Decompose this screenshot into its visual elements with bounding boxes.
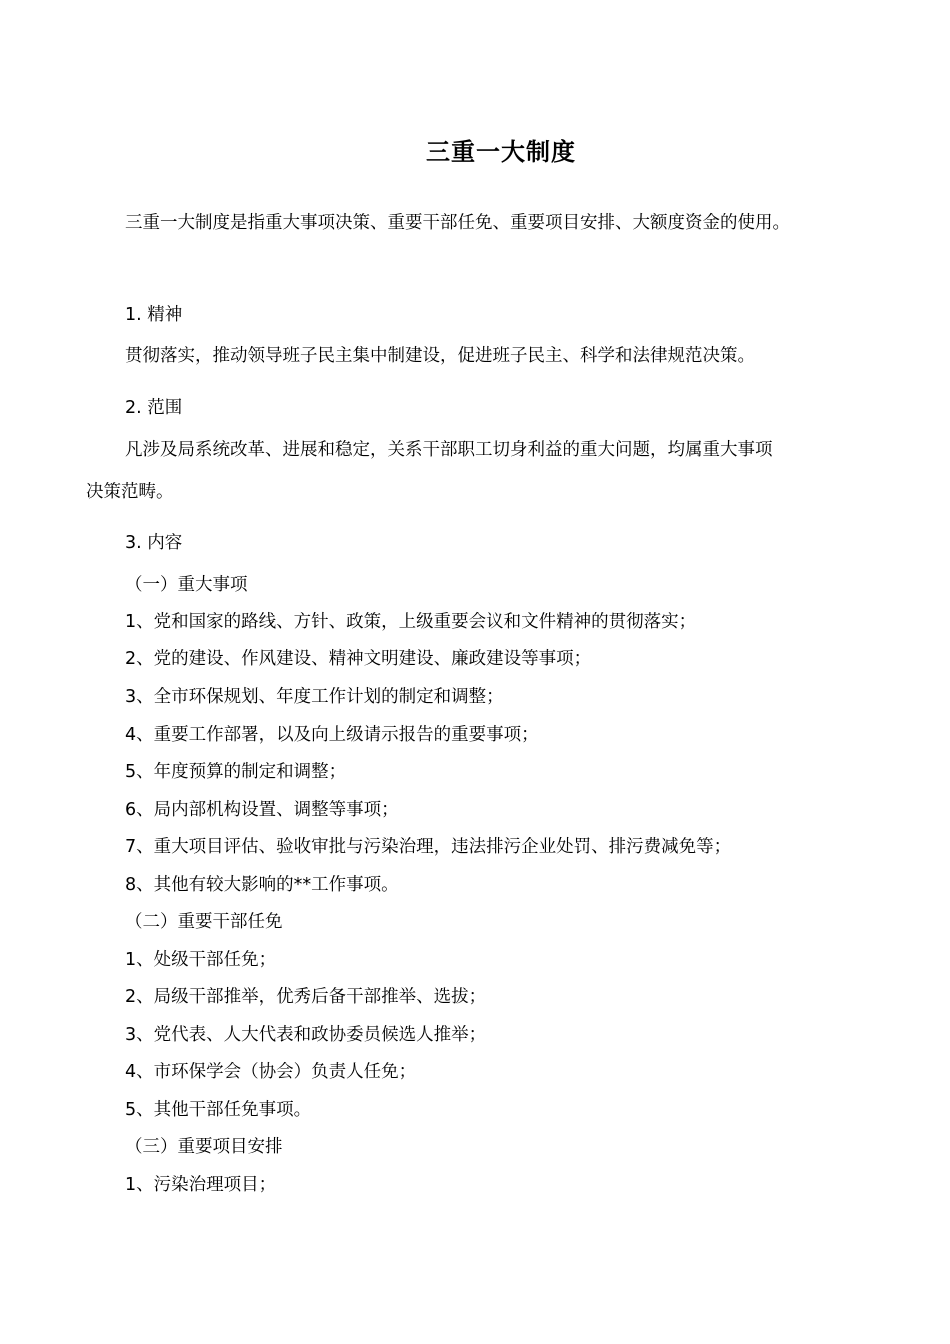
intro-paragraph: 三重一大制度是指重大事项决策、重要干部任免、重要项目安排、大额度资金的使用。 (125, 213, 790, 233)
list-item: 1、污染治理项目； (125, 1175, 277, 1195)
list-item: 4、市环保学会（协会）负责人任免； (125, 1062, 417, 1082)
list-item: 4、重要工作部署，以及向上级请示报告的重要事项； (125, 725, 539, 745)
list-item: 8、其他有较大影响的**工作事项。 (125, 875, 399, 895)
section-heading-content: 3. 内容 (125, 533, 183, 553)
list-item: 5、其他干部任免事项。 (125, 1100, 312, 1120)
section-body-spirit: 贯彻落实，推动领导班子民主集中制建设，促进班子民主、科学和法律规范决策。 (125, 346, 755, 366)
section-heading-spirit: 1. 精神 (125, 305, 183, 325)
list-item: 5、年度预算的制定和调整； (125, 762, 347, 782)
subsection-heading-project-arrangements: （三）重要项目安排 (125, 1137, 283, 1157)
list-item: 1、处级干部任免； (125, 950, 277, 970)
subsection-heading-major-matters: （一）重大事项 (125, 575, 248, 595)
list-item: 3、党代表、人大代表和政协委员候选人推举； (125, 1025, 487, 1045)
list-item: 7、重大项目评估、验收审批与污染治理，违法排污企业处罚、排污费减免等； (125, 837, 732, 857)
list-item: 3、全市环保规划、年度工作计划的制定和调整； (125, 687, 504, 707)
list-item: 6、局内部机构设置、调整等事项； (125, 800, 399, 820)
section-body-scope-line1: 凡涉及局系统改革、进展和稳定，关系干部职工切身利益的重大问题，均属重大事项 (125, 440, 773, 460)
list-item: 1、党和国家的路线、方针、政策，上级重要会议和文件精神的贯彻落实； (125, 612, 697, 632)
subsection-heading-cadre-appointments: （二）重要干部任免 (125, 912, 283, 932)
section-body-scope-line2: 决策范畴。 (86, 482, 174, 502)
document-title: 三重一大制度 (426, 138, 576, 166)
list-item: 2、局级干部推举，优秀后备干部推举、选拔； (125, 987, 487, 1007)
list-item: 2、党的建设、作风建设、精神文明建设、廉政建设等事项； (125, 649, 592, 669)
section-heading-scope: 2. 范围 (125, 398, 183, 418)
